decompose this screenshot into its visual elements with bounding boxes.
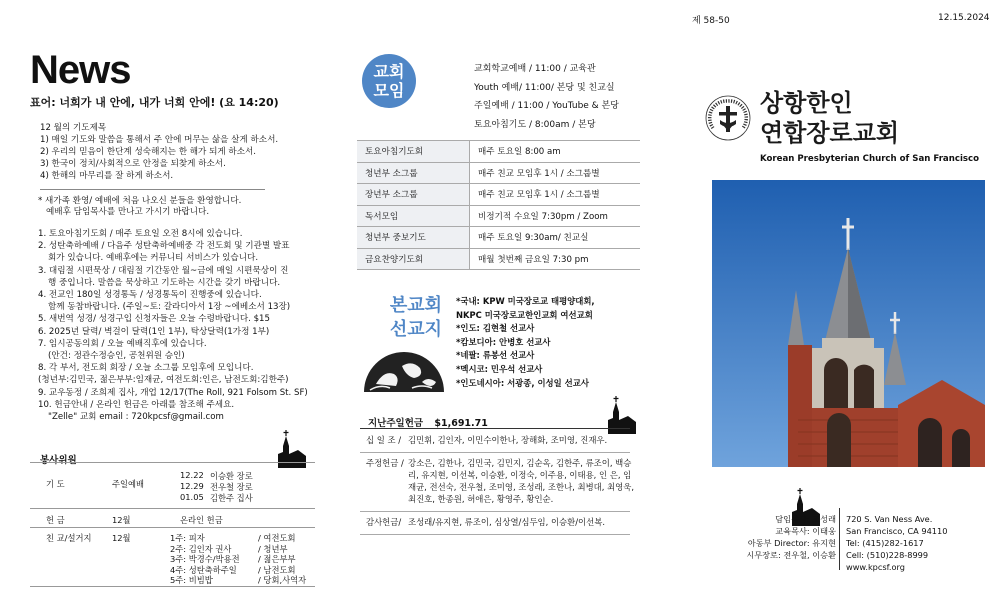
serve-group: / 젊은부부 xyxy=(258,554,296,564)
welcome-note xyxy=(38,196,288,218)
serve-group: / 당회,사역자 xyxy=(258,575,307,585)
serve-week: 5주: 비빔밥 xyxy=(170,575,213,585)
divider xyxy=(40,189,265,190)
meeting-name: 금요찬양기도회 xyxy=(357,248,470,270)
announcement-line: 8. 각 부서, 전도회 회장 / 오늘 소그룹 모임후에 모입니다. xyxy=(38,363,254,374)
serve-group: / 남전도회 xyxy=(258,564,296,575)
mission-item: NKPC 미국장로교한인교회 여선교회 xyxy=(456,309,593,320)
serve-label: 친 교/설거지 xyxy=(46,533,92,543)
divider xyxy=(839,508,840,570)
offering-title xyxy=(368,415,488,429)
staff-line: 담임목사: 조성래 xyxy=(775,514,836,524)
serve-label: 기 도 xyxy=(46,479,65,489)
meeting-name: 장년부 소그룹 xyxy=(357,184,470,206)
offering-row-label: 주정헌금 / xyxy=(366,458,404,468)
mission-title-line: 선교지 xyxy=(389,319,443,340)
announcement-line: 3. 대림절 시편묵상 / 대림절 기간동안 월~금에 매일 시편묵상이 진 xyxy=(38,265,289,276)
announcement-line: 4. 전교인 180일 성경통독 / 성경통독이 진행중에 있습니다. xyxy=(38,290,262,301)
church-name xyxy=(760,88,899,148)
offering-row xyxy=(360,434,638,446)
mission-item: *인도네시아: 서광종, 이성일 선교사 xyxy=(456,377,589,388)
announcement-line: 회가 있습니다. 예배후에는 커뮤니티 서비스가 있습니다. xyxy=(48,253,259,264)
serve-date: 12.29 xyxy=(180,481,204,491)
serve-date: 01.05 xyxy=(180,492,204,502)
meetings-badge xyxy=(362,54,416,108)
table-row xyxy=(357,227,640,249)
table-row xyxy=(357,205,640,227)
badge-line: 모임 xyxy=(373,81,405,100)
worship-times xyxy=(474,60,619,134)
announcement-line: 9. 교우동정 / 조희제 집사, 개업 12/17(The Roll, 921 Folsom St. SF) xyxy=(38,387,308,398)
announcement-line: 1. 토요아침기도회 / 매주 토요일 오전 8시에 있습니다. xyxy=(38,229,243,239)
mission-item: *국내: KPW 미국장로교 태평양대회, xyxy=(456,296,595,306)
serve-name: 전우철 장로 xyxy=(210,482,253,492)
prayer-item: 3) 한국이 정치/사회적으로 안정을 되찾게 하소서. xyxy=(40,159,226,169)
staff-line: 시무장로: 전우철, 이승환 xyxy=(746,550,836,560)
staff-list xyxy=(700,513,836,561)
cell-phone: Cell: (510)228-8999 xyxy=(846,550,929,560)
announcement-line: 함께 동참바랍니다. (주일~토: 갈라디아서 1장 ~에베소서 13장) xyxy=(48,302,291,313)
serve-value: 온라인 헌금 xyxy=(180,515,223,525)
mission-list xyxy=(456,295,595,390)
announcement-line: 7. 임시공동의회 / 오늘 예배직후에 있습니다. xyxy=(38,338,207,349)
church-name-line: 연합장로교회 xyxy=(760,119,900,147)
meeting-time: 매주 친교 모임후 1시 / 소그룹별 xyxy=(470,184,641,206)
serve-month: 12월 xyxy=(112,533,131,543)
serve-group: / 여전도회 xyxy=(258,533,296,543)
mission-item: *캄보디아: 안병호 선교사 xyxy=(456,336,551,347)
table-row xyxy=(357,162,640,184)
serve-week: 1주: 피자 xyxy=(170,533,205,543)
worship-time: 토요아침기도 / 8:00am / 본당 xyxy=(474,119,596,130)
offering-row-names: 조성래/유지현, 류조이, 심상열/심두임, 이승환/이선복. xyxy=(408,517,605,527)
serve-month: 12월 xyxy=(112,515,131,525)
staff-line: 교육목사: 이태웅 xyxy=(775,526,836,536)
mission-item: *멕시코: 민우석 선교사 xyxy=(456,363,543,374)
meeting-time: 매월 첫번째 금요일 7:30 pm xyxy=(470,248,641,270)
meeting-time: 비정기적 수요일 7:30pm / Zoom xyxy=(470,205,641,227)
offering-list xyxy=(360,432,638,535)
serve-label: 헌 금 xyxy=(46,515,65,525)
announcement-line: (안건: 정관수정승인, 공천위원 승인) xyxy=(48,351,185,362)
table-row xyxy=(357,141,640,163)
news-title: News xyxy=(30,48,131,92)
serve-week: 2주: 김인자 권사 xyxy=(170,543,232,554)
prayer-item: 1) 매일 기도와 말씀을 통해서 주 안에 머무는 삶을 살게 하소서. xyxy=(40,135,279,145)
serve-name: 김한주 집사 xyxy=(210,493,253,503)
meeting-time: 매주 토요일 8:00 am xyxy=(470,141,641,163)
website: www.kpcsf.org xyxy=(846,562,905,572)
church-name-line: 상항한인 xyxy=(760,89,853,117)
meeting-name: 청년부 중보기도 xyxy=(357,227,470,249)
meeting-name: 청년부 소그룹 xyxy=(357,162,470,184)
mission-item: *네팔: 류봉선 선교사 xyxy=(456,350,535,361)
divider xyxy=(360,428,630,429)
prayer-item: 4) 한해의 마무리를 잘 하게 하소서. xyxy=(40,171,174,181)
divider xyxy=(360,534,630,535)
prayer-item: 2) 우리의 믿음이 한단계 성숙해지는 한 해가 되게 하소서. xyxy=(40,147,257,157)
address-line: 720 S. Van Ness Ave. xyxy=(846,514,933,524)
welcome-line: 예배후 담임목사를 만나고 가시기 바랍니다. xyxy=(46,207,210,217)
prayer-requests xyxy=(40,122,290,182)
issue-date: 12.15.2024 xyxy=(938,13,990,23)
meeting-time: 매주 친교 모임후 1시 / 소그룹별 xyxy=(470,162,641,184)
address-line: San Francisco, CA 94110 xyxy=(846,526,948,536)
offering-row-label: 십 일 조 / xyxy=(366,435,402,445)
meeting-name: 토요아침기도회 xyxy=(357,141,470,163)
serve-name: 이승환 장로 xyxy=(210,471,253,481)
serve-week: 4주: 성탄축하주일 xyxy=(170,564,237,575)
meeting-time: 매주 토요일 9:30am/ 친교실 xyxy=(470,227,641,249)
offering-row-names: 강소은, 김한나, 김민국, 김민지, 김순옥, 김한주, 류조이, 백승리, 유지현, 이선복, 이승환, 이정숙, 이주용, 이태용, 인 은, 임재균, 전선숙, 전우철, 조미영, 조성래, 조한나, 최병대, 최영욱, 최진호, 한종원, 허애은, 황영주, 황인순. xyxy=(408,458,635,504)
announcement-line: 2. 성탄축하예배 / 다음주 성탄축하예배중 각 전도회 및 기관별 발표 xyxy=(38,241,290,252)
serving-title: 봉사위원 xyxy=(40,455,77,466)
mission-title-line: 본교회 xyxy=(389,295,443,316)
offering-total: $1,691.71 xyxy=(434,418,488,429)
offering-row xyxy=(360,457,638,505)
table-row xyxy=(357,184,640,206)
announcement-line: 5. 새번역 성경/ 성경구입 신청자들은 오늘 수령바랍니다. $15 xyxy=(38,314,270,325)
globe-icon xyxy=(362,344,446,392)
mission-item: *인도: 김현철 선교사 xyxy=(456,323,535,334)
serve-group: / 청년부 xyxy=(258,543,288,554)
staff-line: 아동부 Director: 유지현 xyxy=(747,538,836,548)
announcement-line: "Zelle" 교회 email : 720kpcsf@gmail.com xyxy=(48,412,224,423)
announcement-line: 10. 헌금안내 / 온라인 헌금은 아래를 참조해 주세요. xyxy=(38,399,235,410)
announcement-line: (청년부:김민국, 젊은부부:임재균, 여전도회:인은, 남전도회:김한주) xyxy=(38,375,289,386)
worship-time: 주일예배 / 11:00 / YouTube & 본당 xyxy=(474,101,619,111)
mission-title xyxy=(378,294,454,342)
phone: Tel: (415)282-1617 xyxy=(846,538,924,548)
welcome-line: * 새가족 환영/ 예배에 처음 나오신 분들을 환영합니다. xyxy=(38,196,242,206)
worship-time: 교회학교예배 / 11:00 / 교육관 xyxy=(474,64,596,74)
meetings-table xyxy=(357,140,640,270)
scripture-motto: 표어: 너희가 내 안에, 내가 너희 안에! (요 14:20) xyxy=(30,96,279,109)
presbyterian-seal-icon xyxy=(704,94,752,142)
announcement-line: 행 중입니다. 말씀을 묵상하고 기도하는 시간을 갖기 바랍니다. xyxy=(48,277,281,288)
church-address xyxy=(846,513,947,573)
prayer-title: 12 월의 기도제목 xyxy=(40,123,107,133)
offering-label: 지난주일헌금 xyxy=(368,418,424,429)
divider xyxy=(360,452,630,453)
offering-row-label: 감사헌금/ xyxy=(366,517,402,527)
announcements xyxy=(38,228,316,423)
serve-service: 주일예배 xyxy=(112,479,145,489)
church-photo xyxy=(712,180,985,467)
announcement-line: 6. 2025년 달력/ 벽걸이 달력(1인 1부), 탁상달력(1가정 1부) xyxy=(38,326,270,337)
meeting-name: 독서모임 xyxy=(357,205,470,227)
divider xyxy=(360,511,630,512)
church-name-english: Korean Presbyterian Church of San Francisco xyxy=(760,154,979,164)
table-row xyxy=(357,248,640,270)
offering-row xyxy=(360,516,638,528)
badge-line: 교회 xyxy=(373,62,405,81)
serve-week: 3주: 박경수/박용전 xyxy=(170,554,240,564)
offering-row-names: 김민휘, 김인자, 이민수이한나, 장해화, 조미영, 진재우. xyxy=(408,435,608,445)
worship-time: Youth 예배/ 11:00/ 본당 및 친교실 xyxy=(474,82,615,93)
issue-number: 제 58-50 xyxy=(692,16,730,26)
serve-date: 12.22 xyxy=(180,470,204,480)
